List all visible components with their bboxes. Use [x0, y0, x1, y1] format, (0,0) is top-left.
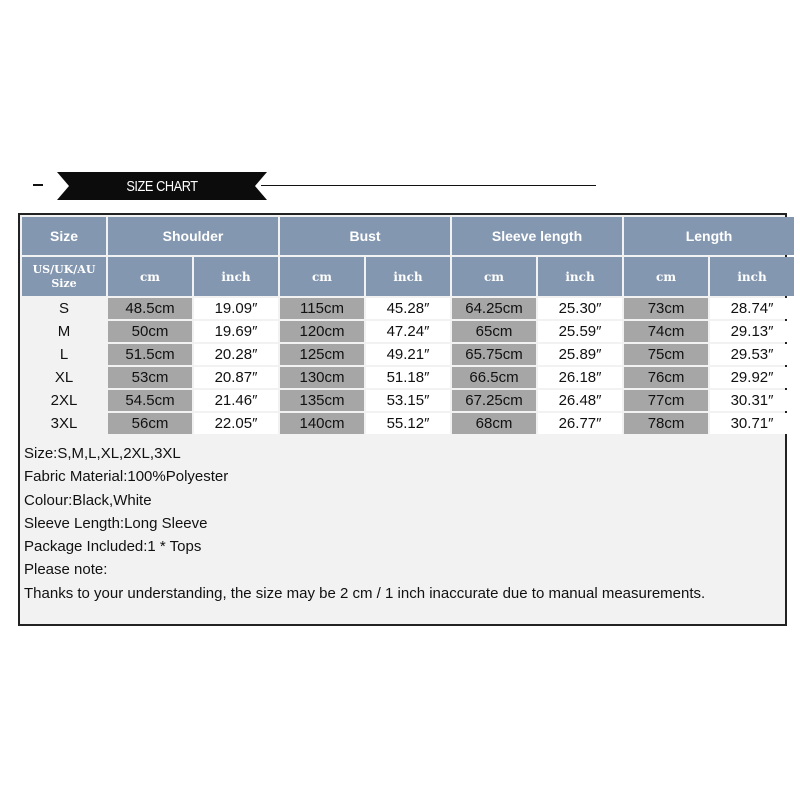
bust-inch-cell: 49.21″	[366, 344, 450, 365]
size-label: Size	[51, 276, 77, 290]
unit-inch: inch	[710, 257, 794, 296]
size-cell: 3XL	[22, 413, 106, 434]
length-inch-cell: 28.74″	[710, 298, 794, 319]
sleeve-cm-cell: 64.25cm	[452, 298, 536, 319]
unit-cm: cm	[280, 257, 364, 296]
shoulder-inch-cell: 21.46″	[194, 390, 278, 411]
sleeve-cm-cell: 68cm	[452, 413, 536, 434]
size-cell: S	[22, 298, 106, 319]
sleeve-cm-cell: 65cm	[452, 321, 536, 342]
bust-inch-cell: 47.24″	[366, 321, 450, 342]
sleeve-inch-cell: 26.77″	[538, 413, 622, 434]
size-region-label: US/UK/AU	[32, 262, 96, 276]
table-row	[22, 413, 794, 434]
unit-header-row	[22, 257, 794, 296]
table-row	[22, 298, 794, 319]
header-size: Size	[22, 217, 106, 255]
sleeve-inch-cell: 25.30″	[538, 298, 622, 319]
size-chart-panel	[18, 213, 787, 626]
bust-inch-cell: 51.18″	[366, 367, 450, 388]
bust-inch-cell: 45.28″	[366, 298, 450, 319]
size-cell: XL	[22, 367, 106, 388]
table-row	[22, 390, 794, 411]
note-sizes: Size:S,M,L,XL,2XL,3XL	[24, 445, 181, 462]
bust-inch-cell: 55.12″	[366, 413, 450, 434]
header-sleeve-length: Sleeve length	[452, 217, 622, 255]
size-table	[20, 215, 796, 436]
note-sleeve: Sleeve Length:Long Sleeve	[24, 514, 208, 532]
group-header-row	[22, 217, 794, 255]
bust-inch-cell: 53.15″	[366, 390, 450, 411]
length-cm-cell: 74cm	[624, 321, 708, 342]
header-length: Length	[624, 217, 794, 255]
sleeve-inch-cell: 25.89″	[538, 344, 622, 365]
size-cell: M	[22, 321, 106, 342]
header-size-region	[22, 257, 106, 296]
shoulder-cm-cell: 53cm	[108, 367, 192, 388]
length-inch-cell: 30.71″	[710, 413, 794, 434]
sleeve-inch-cell: 26.48″	[538, 390, 622, 411]
unit-cm: cm	[624, 257, 708, 296]
unit-inch: inch	[538, 257, 622, 296]
sleeve-cm-cell: 65.75cm	[452, 344, 536, 365]
shoulder-cm-cell: 48.5cm	[108, 298, 192, 319]
note-please-note: Please note:	[24, 561, 108, 579]
unit-cm: cm	[108, 257, 192, 296]
note-package: Package Included:1 * Tops	[24, 538, 202, 556]
bust-cm-cell: 125cm	[280, 344, 364, 365]
shoulder-cm-cell: 54.5cm	[108, 390, 192, 411]
sleeve-cm-cell: 67.25cm	[452, 390, 536, 411]
length-cm-cell: 78cm	[624, 413, 708, 434]
shoulder-cm-cell: 50cm	[108, 321, 192, 342]
length-cm-cell: 76cm	[624, 367, 708, 388]
size-cell: L	[22, 344, 106, 365]
note-disclaimer: Thanks to your understanding, the size may be 2 cm / 1 inch inaccurate due to manual measurements.	[24, 584, 706, 602]
length-inch-cell: 29.53″	[710, 344, 794, 365]
table-row	[22, 321, 794, 342]
shoulder-cm-cell: 51.5cm	[108, 344, 192, 365]
length-inch-cell: 30.31″	[710, 390, 794, 411]
size-chart-banner	[33, 170, 598, 202]
banner-dash	[33, 184, 43, 186]
sleeve-inch-cell: 26.18″	[538, 367, 622, 388]
shoulder-inch-cell: 20.87″	[194, 367, 278, 388]
length-cm-cell: 75cm	[624, 344, 708, 365]
table-row	[22, 367, 794, 388]
bust-cm-cell: 120cm	[280, 321, 364, 342]
shoulder-cm-cell: 56cm	[108, 413, 192, 434]
size-cell: 2XL	[22, 390, 106, 411]
length-cm-cell: 77cm	[624, 390, 708, 411]
unit-inch: inch	[366, 257, 450, 296]
note-fabric: Fabric Material:100%Polyester	[24, 468, 229, 486]
bust-cm-cell: 140cm	[280, 413, 364, 434]
bust-cm-cell: 115cm	[280, 298, 364, 319]
table-row	[22, 344, 794, 365]
shoulder-inch-cell: 22.05″	[194, 413, 278, 434]
length-inch-cell: 29.13″	[710, 321, 794, 342]
bust-cm-cell: 130cm	[280, 367, 364, 388]
product-notes	[24, 442, 705, 605]
length-inch-cell: 29.92″	[710, 367, 794, 388]
shoulder-inch-cell: 19.69″	[194, 321, 278, 342]
note-colour: Colour:Black,White	[24, 491, 152, 509]
unit-cm: cm	[452, 257, 536, 296]
banner-rule	[261, 185, 596, 186]
unit-inch: inch	[194, 257, 278, 296]
header-bust: Bust	[280, 217, 450, 255]
sleeve-cm-cell: 66.5cm	[452, 367, 536, 388]
shoulder-inch-cell: 19.09″	[194, 298, 278, 319]
bust-cm-cell: 135cm	[280, 390, 364, 411]
shoulder-inch-cell: 20.28″	[194, 344, 278, 365]
sleeve-inch-cell: 25.59″	[538, 321, 622, 342]
length-cm-cell: 73cm	[624, 298, 708, 319]
header-shoulder: Shoulder	[108, 217, 278, 255]
banner-title: SIZE CHART	[126, 178, 198, 195]
banner-title-tag	[57, 172, 267, 200]
